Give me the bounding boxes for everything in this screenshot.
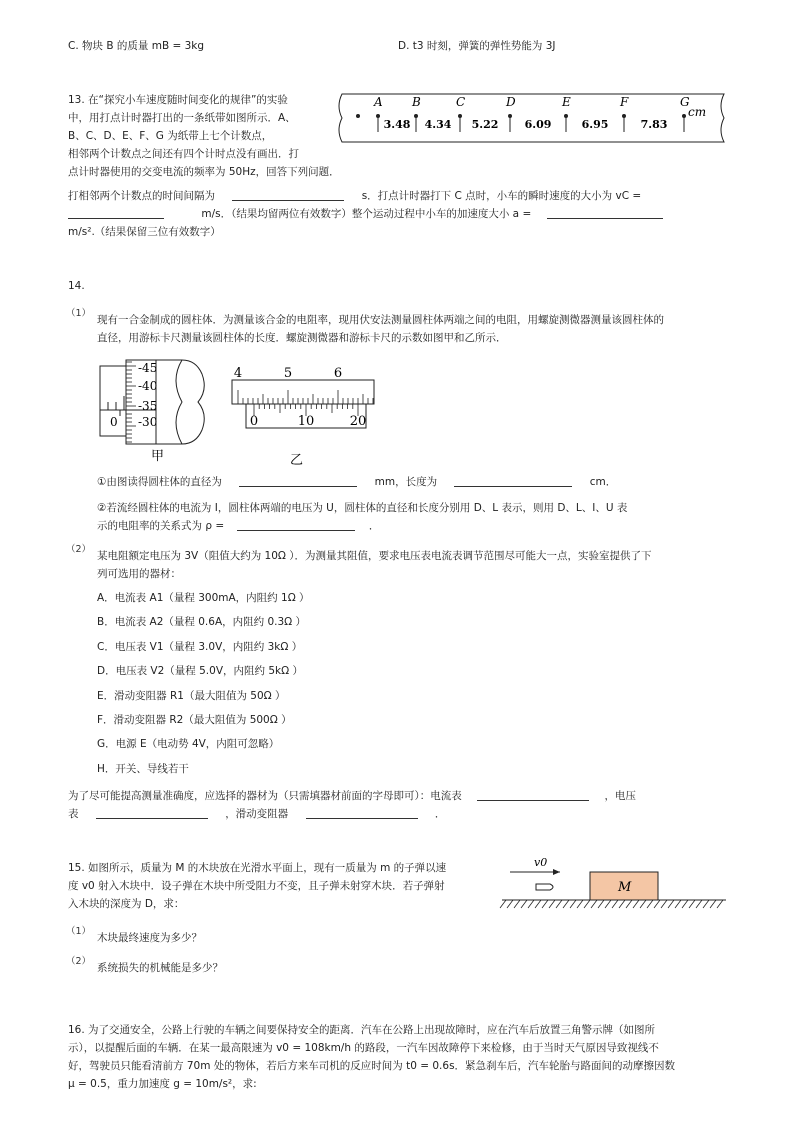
micrometer-label: 甲 xyxy=(151,449,165,462)
tape-label-D: D xyxy=(506,95,516,109)
q14-part1-number: （1） xyxy=(66,308,92,319)
tape-label-A: A xyxy=(374,95,383,109)
q15-stem-1: 15. 如图所示，质量为 M 的木块放在光滑水平面上，现有一质量为 m 的子弹以速 xyxy=(68,862,447,874)
ground-hatch-line xyxy=(542,900,548,908)
q15-part2: 系统损失的机械能是多少？ xyxy=(97,962,223,974)
q14-part1-line1: 现有一合金制成的圆柱体．为测量该合金的电阻率，现用伏安法测量圆柱体两端之间的电阻，用螺旋测微器测量该圆柱体的 xyxy=(97,314,664,326)
ground-hatch-line xyxy=(717,900,723,908)
q15-part1-number: （1） xyxy=(66,926,92,937)
q14-choose-2a: 表 xyxy=(68,808,79,820)
q13-fill-1b: s．打点计时器打下 C 点时，小车的瞬时速度的大小为 vC = xyxy=(361,190,642,202)
tape-label-B: B xyxy=(412,95,421,109)
answer-blank-resistivity[interactable] xyxy=(237,518,355,531)
q14-choose-2 xyxy=(68,805,445,823)
q14-option-3: D．电压表 V2（量程 5.0V，内阻约 5kΩ ） xyxy=(97,665,303,678)
ground-hatch-line xyxy=(591,900,597,908)
q15-part2-number: （2） xyxy=(66,956,92,967)
q14-choose-1b: ，电压 xyxy=(604,790,636,802)
q16-line3: 好，驾驶员只能看清前方 70m 处的物体，若后方来车司机的反应时间为 t0 = 0.6s．紧急刹车后，汽车轮胎与路面间的动摩擦因数 xyxy=(68,1060,676,1072)
q14-part2-line1: 某电阻额定电压为 3V（阻值大约为 10Ω ）．为测量其阻值，要求电压表电流表调节范围尽可能大一点，实验室提供了下 xyxy=(97,550,652,562)
q14-1b-text: 示的电阻率的关系式为 ρ = xyxy=(97,520,225,532)
q14-1a-unit: mm，长度为 xyxy=(374,476,438,488)
answer-blank-length[interactable] xyxy=(454,474,572,487)
tape-value-1: 4.34 xyxy=(424,118,452,131)
q13-stem-3: B、C、D、E、F、G 为纸带上七个计数点， xyxy=(68,130,273,142)
answer-blank-acceleration[interactable] xyxy=(547,206,663,219)
ground-hatch-line xyxy=(500,900,506,908)
fig-v0-label: v0 xyxy=(534,856,548,869)
ground-hatch-line xyxy=(661,900,667,908)
tape-value-2: 5.22 xyxy=(471,118,499,131)
ground-hatch-line xyxy=(619,900,625,908)
q14-option-7: H．开关、导线若干 xyxy=(97,762,189,775)
q16-line4: μ = 0.5，重力加速度 g = 10m/s²，求: xyxy=(68,1078,257,1090)
option-d: D. t3 时刻，弹簧的弹性势能为 3J xyxy=(398,40,556,52)
paper-tape-figure xyxy=(336,90,728,146)
q14-option-6: G．电源 E（电动势 4V，内阻可忽略） xyxy=(97,738,280,751)
option-c: C. 物块 B 的质量 mB = 3kg xyxy=(68,40,205,52)
ground-hatch-line xyxy=(675,900,681,908)
micrometer-tick-label-35: -35 xyxy=(138,399,158,413)
tape-label-C: C xyxy=(456,95,466,109)
tape-label-E: E xyxy=(562,95,571,109)
tape-dot xyxy=(356,114,360,118)
answer-blank-vc[interactable] xyxy=(68,206,164,219)
tape-value-4: 6.95 xyxy=(581,118,609,131)
q14-option-5: F．滑动变阻器 R2（最大阻值为 500Ω ） xyxy=(97,714,292,726)
ground-hatch-line xyxy=(640,900,646,908)
ground-hatch-line xyxy=(703,900,709,908)
ground-hatch-line xyxy=(633,900,639,908)
ground-hatch-line xyxy=(689,900,695,908)
micrometer-tick-label-45: -45 xyxy=(138,361,158,375)
tape-value-0: 3.48 xyxy=(383,118,411,131)
q13-stem-4: 相邻两个计数点之间还有四个计时点没有画出．打 xyxy=(68,148,299,160)
q14-part1-line2: 直径，用游标卡尺测量该圆柱体的长度．螺旋测微器和游标卡尺的示数如图甲和乙所示． xyxy=(97,332,507,344)
q14-choose-2b: ，滑动变阻器 xyxy=(225,808,289,820)
ground-hatch-line xyxy=(514,900,520,908)
ground-hatch-line xyxy=(521,900,527,908)
ground-hatch-line xyxy=(570,900,576,908)
caliper-vernier-label-20: 20 xyxy=(349,414,367,429)
q14-option-2: C．电压表 V1（量程 3.0V，内阻约 3kΩ ） xyxy=(97,640,303,653)
micrometer-figure xyxy=(96,356,212,462)
tape-unit: cm xyxy=(688,105,707,119)
q14-1a-unit2: cm． xyxy=(589,476,617,488)
ground-hatch-line xyxy=(535,900,541,908)
q14-1b-end: ． xyxy=(368,520,380,532)
q13-fill-2a: m/s．（结果均留两位有效数字）整个运动过程中小车的加速度大小 a = xyxy=(201,208,532,220)
ground-hatch-line xyxy=(612,900,618,908)
bullet-block-figure xyxy=(498,854,730,910)
ground-hatch-line xyxy=(654,900,660,908)
micrometer-tick-label-30: -30 xyxy=(138,415,158,429)
ground-hatch-line xyxy=(710,900,716,908)
ground-hatch-line xyxy=(549,900,555,908)
q14-part2-line2: 列可选用的器材： xyxy=(97,568,181,580)
q14-choose-2c: ． xyxy=(434,808,446,820)
ground-hatch-line xyxy=(507,900,513,908)
q14-choose-1a: 为了尽可能提高测量准确度，应选择的器材为（只需填器材前面的字母即可）：电流表 xyxy=(68,790,462,802)
ground-hatch-line xyxy=(528,900,534,908)
ground-hatch-line xyxy=(556,900,562,908)
answer-blank-voltmeter[interactable] xyxy=(96,806,208,819)
tape-value-3: 6.09 xyxy=(524,118,552,131)
ground-hatch-line xyxy=(563,900,569,908)
micrometer-zero: 0 xyxy=(110,415,118,429)
ground-hatch-line xyxy=(647,900,653,908)
caliper-vernier-label-10: 10 xyxy=(297,414,315,429)
ground-hatch-line xyxy=(605,900,611,908)
q13-fill-3: m/s².（结果保留三位有效数字） xyxy=(68,226,221,238)
q14-1a xyxy=(97,473,616,491)
answer-blank-ammeter[interactable] xyxy=(477,788,589,801)
q13-fill-1 xyxy=(68,187,641,205)
ground-hatch-line xyxy=(584,900,590,908)
q15-part1: 木块最终速度为多少？ xyxy=(97,932,202,944)
ground-hatch-line xyxy=(577,900,583,908)
ground-hatch-line xyxy=(668,900,674,908)
caliper-main-label-6: 6 xyxy=(333,366,343,381)
ground-hatch-line xyxy=(682,900,688,908)
q13-fill-2 xyxy=(68,205,663,223)
q14-1a-text: ①由图读得圆柱体的直径为 xyxy=(97,476,222,488)
q16-line1: 16. 为了交通安全，公路上行驶的车辆之间要保持安全的距离．汽车在公路上出现故障时，应在汽车后放置三角警示牌（如图所 xyxy=(68,1024,656,1036)
ground-hatch-line xyxy=(598,900,604,908)
q14-option-1: B．电流表 A2（量程 0.6A，内阻约 0.3Ω ） xyxy=(97,616,307,629)
answer-blank-rheostat[interactable] xyxy=(306,806,418,819)
q16-line2: 示），以提醒后面的车辆．在某一最高限速为 v0 = 108km/h 的路段，一汽车因故障停下来检修，由于当时天气原因导致视线不 xyxy=(68,1042,659,1054)
q14-choose-1 xyxy=(68,787,636,805)
q14-option-0: A．电流表 A1（量程 300mA，内阻约 1Ω ） xyxy=(97,592,310,604)
answer-blank-interval[interactable] xyxy=(232,188,344,201)
caliper-figure xyxy=(228,364,378,468)
caliper-vernier-label-0: 0 xyxy=(249,414,259,429)
q13-stem-5: 点计时器使用的交变电流的频率为 50Hz，回答下列问题． xyxy=(68,166,340,178)
q14-1b-line2 xyxy=(97,517,379,535)
tape-label-G: G xyxy=(680,95,690,109)
caliper-label: 乙 xyxy=(290,453,304,468)
q14-option-4: E．滑动变阻器 R1（最大阻值为 50Ω ） xyxy=(97,689,286,702)
answer-blank-diameter[interactable] xyxy=(239,474,357,487)
q14-number: 14. xyxy=(68,280,85,292)
tape-label-F: F xyxy=(620,95,629,109)
q15-stem-2: 度 v0 射入木块中．设子弹在木块中所受阻力不变，且子弹未射穿木块．若子弹射 xyxy=(68,880,445,892)
q14-part2-number: （2） xyxy=(66,544,92,555)
q14-1b-line1: ②若流经圆柱体的电流为 I，圆柱体两端的电压为 U，圆柱体的直径和长度分别用 D、L 表示，则用 D、L、I、U 表 xyxy=(97,502,628,514)
ground-hatch-line xyxy=(626,900,632,908)
q13-stem-1: 13. 在“探究小车速度随时间变化的规律”的实验 xyxy=(68,94,288,106)
q15-stem-3: 入木块的深度为 D，求： xyxy=(68,898,185,910)
caliper-main-label-5: 5 xyxy=(283,366,293,381)
caliper-main-label-4: 4 xyxy=(233,366,243,381)
q13-stem-2: 中，用打点计时器打出的一条纸带如图所示．A、 xyxy=(68,112,296,124)
q13-fill-1a: 打相邻两个计数点的时间间隔为 xyxy=(68,190,215,202)
fig-block-label: M xyxy=(618,880,632,895)
micrometer-tick-label-40: -40 xyxy=(138,379,158,393)
tape-value-5: 7.83 xyxy=(640,118,668,131)
ground-hatch-line xyxy=(696,900,702,908)
